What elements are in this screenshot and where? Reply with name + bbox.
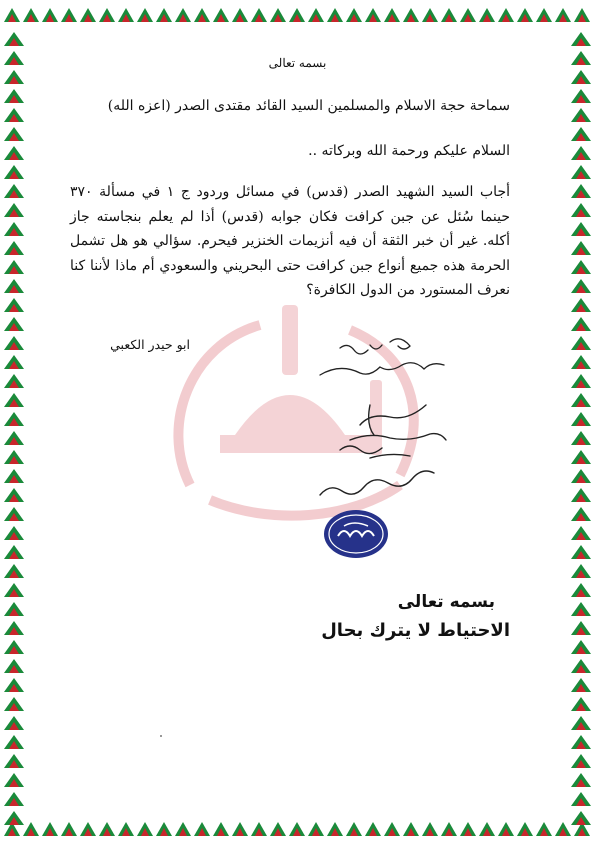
border-motif-icon [346, 8, 362, 22]
border-motif-icon [289, 8, 305, 22]
border-motif-icon [571, 355, 591, 369]
stray-mark [160, 735, 162, 737]
border-motif-icon [536, 8, 552, 22]
handwritten-signature [310, 400, 460, 510]
border-motif-icon [571, 374, 591, 388]
letter-greeting: السلام عليكم ورحمة الله وبركاته .. [308, 143, 510, 159]
border-motif-icon [571, 203, 591, 217]
border-motif-icon [289, 822, 305, 836]
border-motif-icon [251, 8, 267, 22]
border-motif-icon [571, 773, 591, 787]
border-motif-icon [4, 165, 24, 179]
border-motif-icon [571, 488, 591, 502]
border-motif-icon [42, 822, 58, 836]
border-motif-icon [479, 822, 495, 836]
border-motif-icon [137, 822, 153, 836]
border-motif-icon [403, 8, 419, 22]
border-motif-icon [4, 298, 24, 312]
border-motif-icon [422, 822, 438, 836]
border-motif-icon [571, 108, 591, 122]
border-motif-icon [4, 355, 24, 369]
border-motif-icon [4, 507, 24, 521]
border-motif-icon [4, 773, 24, 787]
border-motif-icon [99, 822, 115, 836]
border-motif-icon [571, 165, 591, 179]
border-motif-icon [4, 697, 24, 711]
border-motif-icon [118, 8, 134, 22]
border-motif-icon [4, 393, 24, 407]
border-motif-icon [175, 8, 191, 22]
border-motif-icon [175, 822, 191, 836]
border-motif-icon [4, 127, 24, 141]
border-motif-icon [232, 822, 248, 836]
border-motif-icon [99, 8, 115, 22]
border-motif-icon [384, 822, 400, 836]
border-motif-icon [4, 564, 24, 578]
border-motif-icon [571, 412, 591, 426]
official-seal-stamp [322, 508, 390, 560]
border-motif-icon [232, 8, 248, 22]
border-motif-icon [4, 678, 24, 692]
border-motif-icon [308, 8, 324, 22]
border-motif-icon [4, 317, 24, 331]
border-motif-icon [4, 279, 24, 293]
border-motif-icon [4, 374, 24, 388]
answer-title: بسمه تعالى [397, 592, 495, 612]
border-motif-icon [270, 822, 286, 836]
border-motif-icon [327, 822, 343, 836]
border-motif-icon [571, 70, 591, 84]
border-motif-icon [194, 822, 210, 836]
border-motif-icon [571, 678, 591, 692]
border-motif-icon [571, 469, 591, 483]
border-motif-icon [4, 146, 24, 160]
border-motif-icon [571, 336, 591, 350]
border-motif-icon [4, 792, 24, 806]
border-motif-icon [4, 545, 24, 559]
decorative-border-right [567, 0, 595, 842]
border-motif-icon [571, 32, 591, 46]
border-motif-icon [571, 89, 591, 103]
border-motif-icon [441, 822, 457, 836]
border-motif-icon [4, 336, 24, 350]
border-motif-icon [571, 317, 591, 331]
border-motif-icon [4, 412, 24, 426]
border-motif-icon [441, 8, 457, 22]
border-motif-icon [422, 8, 438, 22]
border-motif-icon [571, 184, 591, 198]
border-motif-icon [327, 8, 343, 22]
border-motif-icon [571, 526, 591, 540]
border-motif-icon [571, 393, 591, 407]
border-motif-icon [571, 279, 591, 293]
border-motif-icon [4, 108, 24, 122]
border-motif-icon [4, 621, 24, 635]
border-motif-icon [346, 822, 362, 836]
decorative-border-top [0, 0, 595, 28]
border-motif-icon [571, 222, 591, 236]
border-motif-icon [365, 822, 381, 836]
border-motif-icon [403, 822, 419, 836]
border-motif-icon [4, 222, 24, 236]
border-motif-icon [571, 260, 591, 274]
border-motif-icon [4, 184, 24, 198]
border-motif-icon [308, 822, 324, 836]
border-motif-icon [571, 659, 591, 673]
border-motif-icon [4, 450, 24, 464]
border-motif-icon [571, 241, 591, 255]
border-motif-icon [536, 822, 552, 836]
border-motif-icon [460, 8, 476, 22]
border-motif-icon [571, 146, 591, 160]
answer-text: الاحتياط لا يترك بحال [321, 620, 510, 641]
border-motif-icon [80, 822, 96, 836]
border-motif-icon [118, 822, 134, 836]
handwritten-reply [310, 330, 460, 390]
border-motif-icon [4, 602, 24, 616]
border-motif-icon [517, 822, 533, 836]
letter-heading: بسمه تعالى [268, 56, 327, 70]
border-motif-icon [571, 621, 591, 635]
border-motif-icon [384, 8, 400, 22]
border-motif-icon [571, 602, 591, 616]
border-motif-icon [42, 8, 58, 22]
border-motif-icon [4, 469, 24, 483]
letter-signer: ابو حيدر الكعبي [110, 337, 190, 352]
border-motif-icon [4, 488, 24, 502]
border-motif-icon [571, 811, 591, 825]
decorative-border-left [0, 0, 28, 842]
border-motif-icon [4, 89, 24, 103]
border-motif-icon [571, 564, 591, 578]
decorative-border-bottom [0, 814, 595, 842]
border-motif-icon [4, 754, 24, 768]
border-motif-icon [571, 127, 591, 141]
border-motif-icon [213, 822, 229, 836]
border-motif-icon [4, 735, 24, 749]
border-motif-icon [251, 822, 267, 836]
border-motif-icon [498, 822, 514, 836]
border-motif-icon [156, 822, 172, 836]
border-motif-icon [61, 8, 77, 22]
border-motif-icon [571, 754, 591, 768]
border-motif-icon [4, 241, 24, 255]
border-motif-icon [571, 640, 591, 654]
border-motif-icon [571, 735, 591, 749]
border-motif-icon [137, 8, 153, 22]
border-motif-icon [571, 583, 591, 597]
border-motif-icon [4, 640, 24, 654]
border-motif-icon [61, 822, 77, 836]
border-motif-icon [4, 260, 24, 274]
border-motif-icon [479, 8, 495, 22]
border-motif-icon [571, 298, 591, 312]
border-motif-icon [4, 811, 24, 825]
border-motif-icon [571, 450, 591, 464]
border-motif-icon [194, 8, 210, 22]
border-motif-icon [571, 431, 591, 445]
border-motif-icon [517, 8, 533, 22]
border-motif-icon [4, 431, 24, 445]
border-motif-icon [460, 822, 476, 836]
letter-addressee: سماحة حجة الاسلام والمسلمين السيد القائد مقتدى الصدر (اعزه الله) [107, 98, 510, 114]
border-motif-icon [4, 526, 24, 540]
border-motif-icon [365, 8, 381, 22]
border-motif-icon [156, 8, 172, 22]
border-motif-icon [571, 716, 591, 730]
border-motif-icon [571, 697, 591, 711]
border-motif-icon [4, 716, 24, 730]
letter-body: أجاب السيد الشهيد الصدر (قدس) في مسائل وردود ج ١ في مسألة ٣٧٠ حينما سُئل عن جبن كرافت فكان جوابه (قدس) أذا لم يعلم بنجاسته جاز أكله. غير أن خبر الثقة أن فيه أنزيمات الخنزير فيحرم. سؤالي هو هل تشمل الحرمة هذه جميع أنواع جبن كرافت حتى البحريني والسعودي أم ماذا لأننا كنا نعرف المستورد من الدول الكافرة؟ [70, 184, 510, 298]
border-motif-icon [571, 545, 591, 559]
border-motif-icon [4, 70, 24, 84]
border-motif-icon [571, 507, 591, 521]
border-motif-icon [4, 203, 24, 217]
border-motif-icon [4, 659, 24, 673]
border-motif-icon [571, 792, 591, 806]
border-motif-icon [4, 32, 24, 46]
border-motif-icon [80, 8, 96, 22]
border-motif-icon [4, 583, 24, 597]
border-motif-icon [270, 8, 286, 22]
border-motif-icon [498, 8, 514, 22]
border-motif-icon [213, 8, 229, 22]
